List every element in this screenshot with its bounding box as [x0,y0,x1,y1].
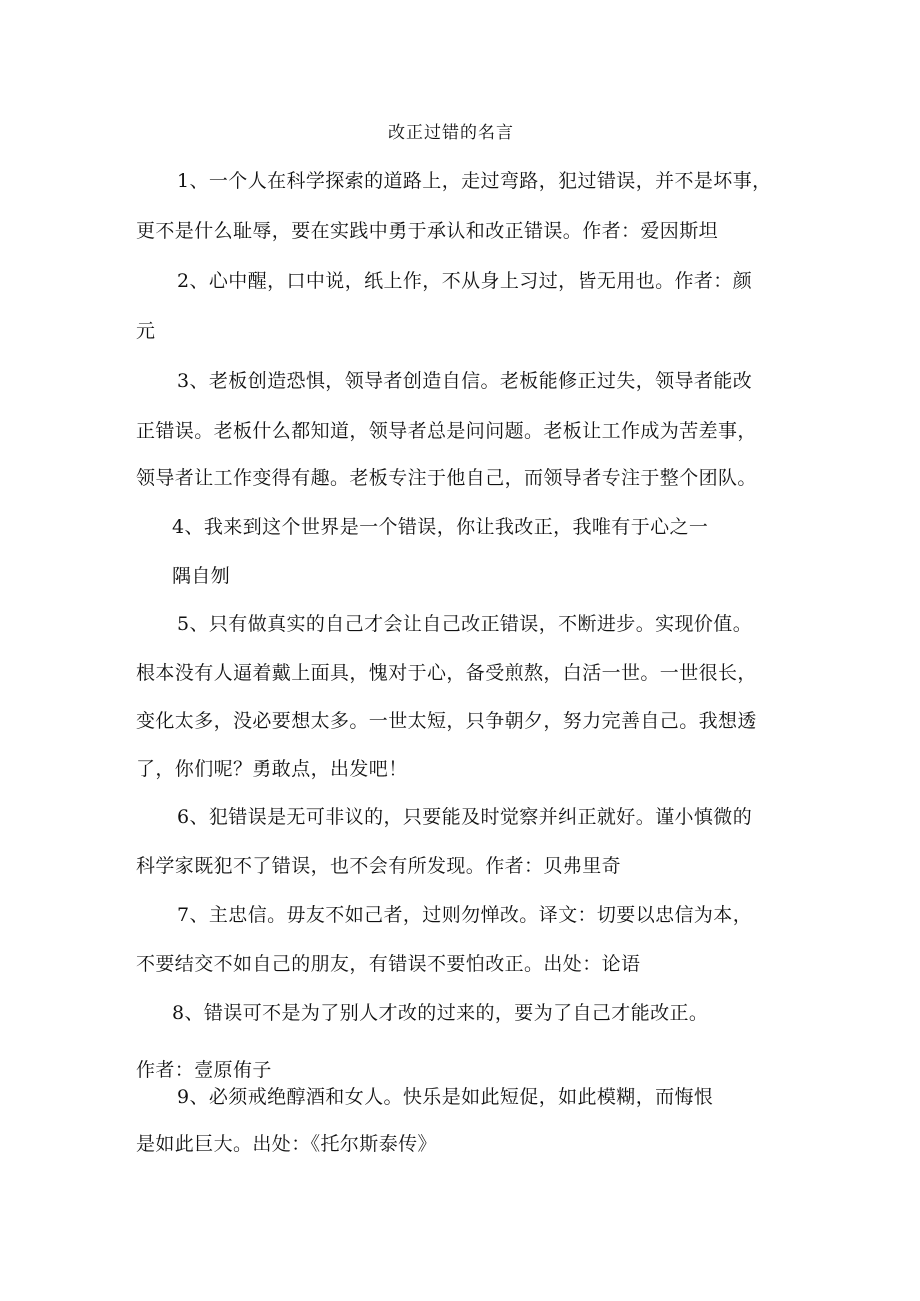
text-line: 6、犯错误是无可非议的，只要能及时觉察并纠正就好。谨小慎微的 [177,806,753,828]
text-line: 2、心中醒，口中说，纸上作，不从身上习过，皆无用也。作者：颜 [177,270,753,292]
text-line: 变化太多，没必要想太多。一世太短，只争朝夕，努力完善自己。我想透 [136,710,757,732]
text-line: 3、老板创造恐惧，领导者创造自信。老板能修正过失，领导者能改 [177,370,753,392]
text-line: 7、主忠信。毋友不如己者，过则勿惮改。译文：切要以忠信为本， [177,904,753,926]
page-title: 改正过错的名言 [388,123,514,143]
text-line: 科学家既犯不了错误，也不会有所发现。作者：贝弗里奇 [136,855,622,877]
text-line: 不要结交不如自己的朋友，有错误不要怕改正。出处：论语 [136,953,641,975]
text-line: 5、只有做真实的自己才会让自己改正错误，不断进步。实现价值。 [177,613,753,635]
text-line: 正错误。老板什么都知道，领导者总是问问题。老板让工作成为苦差事， [136,420,757,442]
text-line: 了，你们呢？勇敢点，出发吧！ [136,758,408,780]
text-line: 元 [136,320,156,342]
text-line: 根本没有人逼着戴上面具，愧对于心，备受煎熬，白活一世。一世很长， [136,662,757,684]
text-line: 是如此巨大。出处：《托尔斯泰传》 [136,1133,437,1155]
text-line: 领导者让工作变得有趣。老板专注于他自己，而领导者专注于整个团队。 [136,467,757,489]
text-line: 4、我来到这个世界是一个错误，你让我改正，我唯有于心之一 [172,516,709,538]
text-line: 1、一个人在科学探索的道路上，走过弯路，犯过错误，并不是坏事， [177,170,772,192]
text-line: 更不是什么耻辱，要在实践中勇于承认和改正错误。作者：爱因斯坦 [136,220,719,242]
text-line: 隅自刎 [172,565,231,587]
text-line: 9、必须戒绝醇酒和女人。快乐是如此短促，如此模糊，而悔恨 [177,1086,714,1108]
text-line: 8、错误可不是为了别人才改的过来的，要为了自己才能改正。 [172,1002,709,1024]
text-line: 作者：壹原侑子 [136,1059,272,1081]
